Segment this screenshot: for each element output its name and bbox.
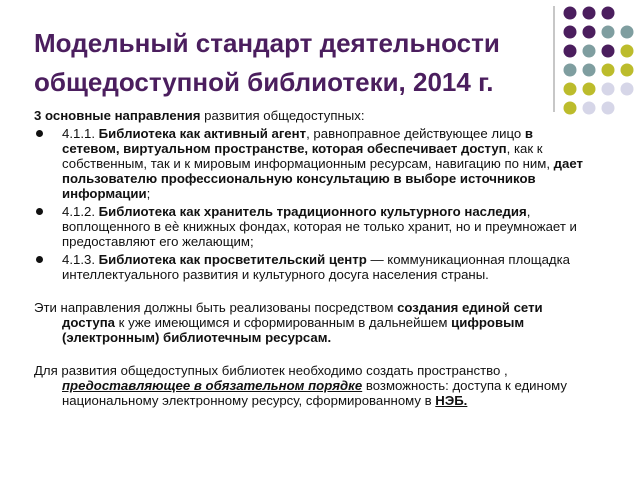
- decorative-dot-grid: [563, 6, 638, 116]
- dot-r5-c2: [583, 83, 596, 96]
- intro-rest: развития общедоступных:: [200, 108, 365, 123]
- dot-r3-c3: [602, 45, 615, 58]
- list-item: 4.1.3. Библиотека как просветительский центр — коммуникационная площадка интеллектуального развития и культурного досуга населения страны.: [34, 252, 594, 282]
- dot-r1-c3: [602, 7, 615, 20]
- dot-r4-c1: [564, 64, 577, 77]
- dot-r3-c2: [583, 45, 596, 58]
- paragraph-neb-access: Для развития общедоступных библиотек необходимо создать пространство , предоставляющее в обязательном порядке возможность: доступа к единому национальному электронному ресурсу, сформированному в НЭБ.: [34, 363, 567, 408]
- directions-list: [34, 126, 594, 282]
- title-line-1: Модельный стандарт деятельности: [34, 28, 500, 58]
- slide-title: [34, 24, 554, 102]
- dot-r5-c1: [564, 83, 577, 96]
- intro-line: [34, 108, 594, 123]
- dot-r1-c2: [583, 7, 596, 20]
- intro-bold: 3 основные направления: [34, 108, 201, 123]
- dot-r4-c2: [583, 64, 596, 77]
- dot-r2-c3: [602, 26, 615, 39]
- bullet-icon: [36, 130, 43, 137]
- bullet-icon: [36, 208, 43, 215]
- dot-r4-c4: [621, 64, 634, 77]
- slide-body: [34, 108, 594, 408]
- title-line-2: общедоступной библиотеки, 2014 г.: [34, 67, 494, 97]
- dot-r5-c3: [602, 83, 615, 96]
- list-item: 4.1.2. Библиотека как хранитель традиционного культурного наследия, воплощенного в еѐ книжных фондах, которая не только хранит, но и преумножает и предоставляют его желающим;: [34, 204, 594, 249]
- dot-r1-c1: [564, 7, 577, 20]
- dot-r3-c4: [621, 45, 634, 58]
- dot-r2-c2: [583, 26, 596, 39]
- dot-r3-c1: [564, 45, 577, 58]
- dot-r5-c4: [621, 83, 634, 96]
- list-item: 4.1.1. Библиотека как активный агент, равноправное действующее лицо в сетевом, виртуальном пространстве, которая обеспечивает доступ, как к собственным, так и к мировым информационным ресурсам, навигацию по ним, дает пользователю профессиональную консультацию в выборе источников информации;: [34, 126, 594, 201]
- decorative-divider: [553, 6, 555, 112]
- dot-r2-c4: [621, 26, 634, 39]
- paragraph-network-access: Эти направления должны быть реализованы посредством создания единой сети доступа к уже имеющимся и сформированным в дальнейшем цифровым (электронным) библиотечным ресурсам.: [34, 300, 543, 345]
- dot-r4-c3: [602, 64, 615, 77]
- bullet-icon: [36, 256, 43, 263]
- dot-r2-c1: [564, 26, 577, 39]
- dot-r6-c3: [602, 102, 615, 115]
